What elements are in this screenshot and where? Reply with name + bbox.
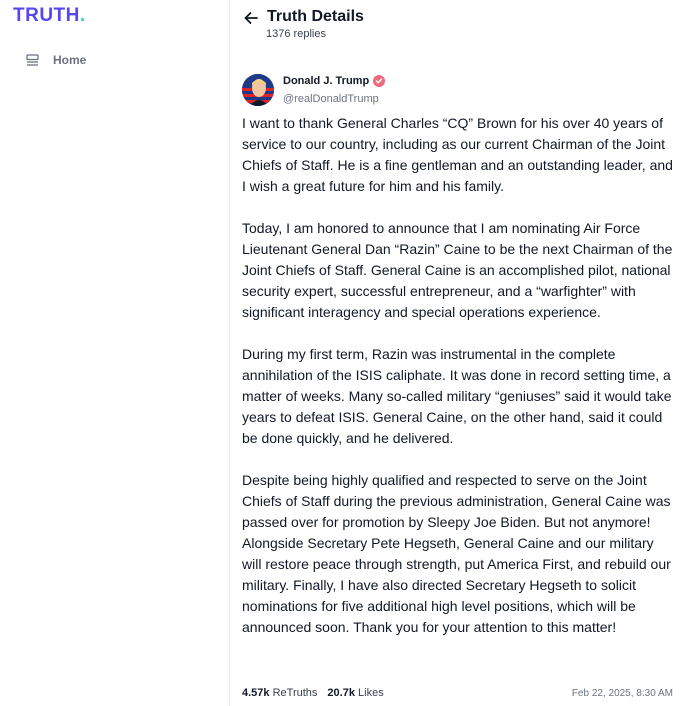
avatar[interactable] [242,74,274,106]
retruths-count: 4.57k [242,687,270,699]
verified-badge-icon [373,75,385,87]
logo-dot: . [79,5,86,26]
post-stats [242,687,384,699]
retruths-label: ReTruths [272,687,318,699]
author-name[interactable] [283,75,385,87]
logo-text: TRUTH [13,5,80,26]
sidebar [0,0,230,706]
likes-count: 20.7k [327,687,355,699]
retruths-stat[interactable] [242,687,317,699]
post-paragraph: Despite being highly qualified and respected to serve on the Joint Chiefs of Staff during the previous administration, General Caine was passed over for promotion by Sleepy Joe Biden. But not anymore! Alongside Secretary Pete Hegseth, General Caine and our military will restore peace through strength, put America First, and rebuild our military. Finally, I have also directed Secretary Hegseth to solicit nominations for five additional high level positions, which will be announced soon. Thank you for your attention to this matter! [242,472,671,635]
likes-stat[interactable] [327,687,383,699]
post-paragraph: Today, I am honored to announce that I am nominating Air Force Lieutenant General Dan “Razin” Caine to be the next Chairman of the Joint Chiefs of Staff. General Caine is an accomplished pilot, national security expert, successful entrepreneur, and a “warfighter” with significant interagency and special operations experience. [242,220,673,320]
page-title: Truth Details [267,8,364,25]
arrow-left-icon [243,10,259,26]
post-body [242,113,676,638]
reply-count [266,28,326,40]
sidebar-item-label: Home [53,53,87,67]
reply-count-number: 1376 [266,28,291,40]
author-name-text: Donald J. Trump [283,75,370,87]
post-paragraph: I want to thank General Charles “CQ” Brown for his over 40 years of service to our country, including as our current Chairman of the Joint Chiefs of Staff. He is a fine gentleman and an outstanding leader, and I wish a great future for him and his family. [242,115,673,194]
main-content [231,0,681,706]
author-handle[interactable]: @realDonaldTrump [283,93,379,105]
avatar-image [242,74,274,106]
sidebar-item-home[interactable] [26,51,86,69]
back-button[interactable] [243,10,259,26]
truth-logo[interactable] [13,5,86,27]
post-timestamp: Feb 22, 2025, 8:30 AM [571,688,673,699]
home-icon [26,54,39,67]
likes-label: Likes [358,687,384,699]
reply-count-label: replies [293,28,326,40]
post-paragraph: During my first term, Razin was instrumental in the complete annihilation of the ISIS caliphate. It was done in record setting time, a matter of weeks. Many so-called military “geniuses” said it would take years to defeat ISIS. General Caine, on the other hand, said it could be done quickly, and he delivered. [242,346,672,446]
